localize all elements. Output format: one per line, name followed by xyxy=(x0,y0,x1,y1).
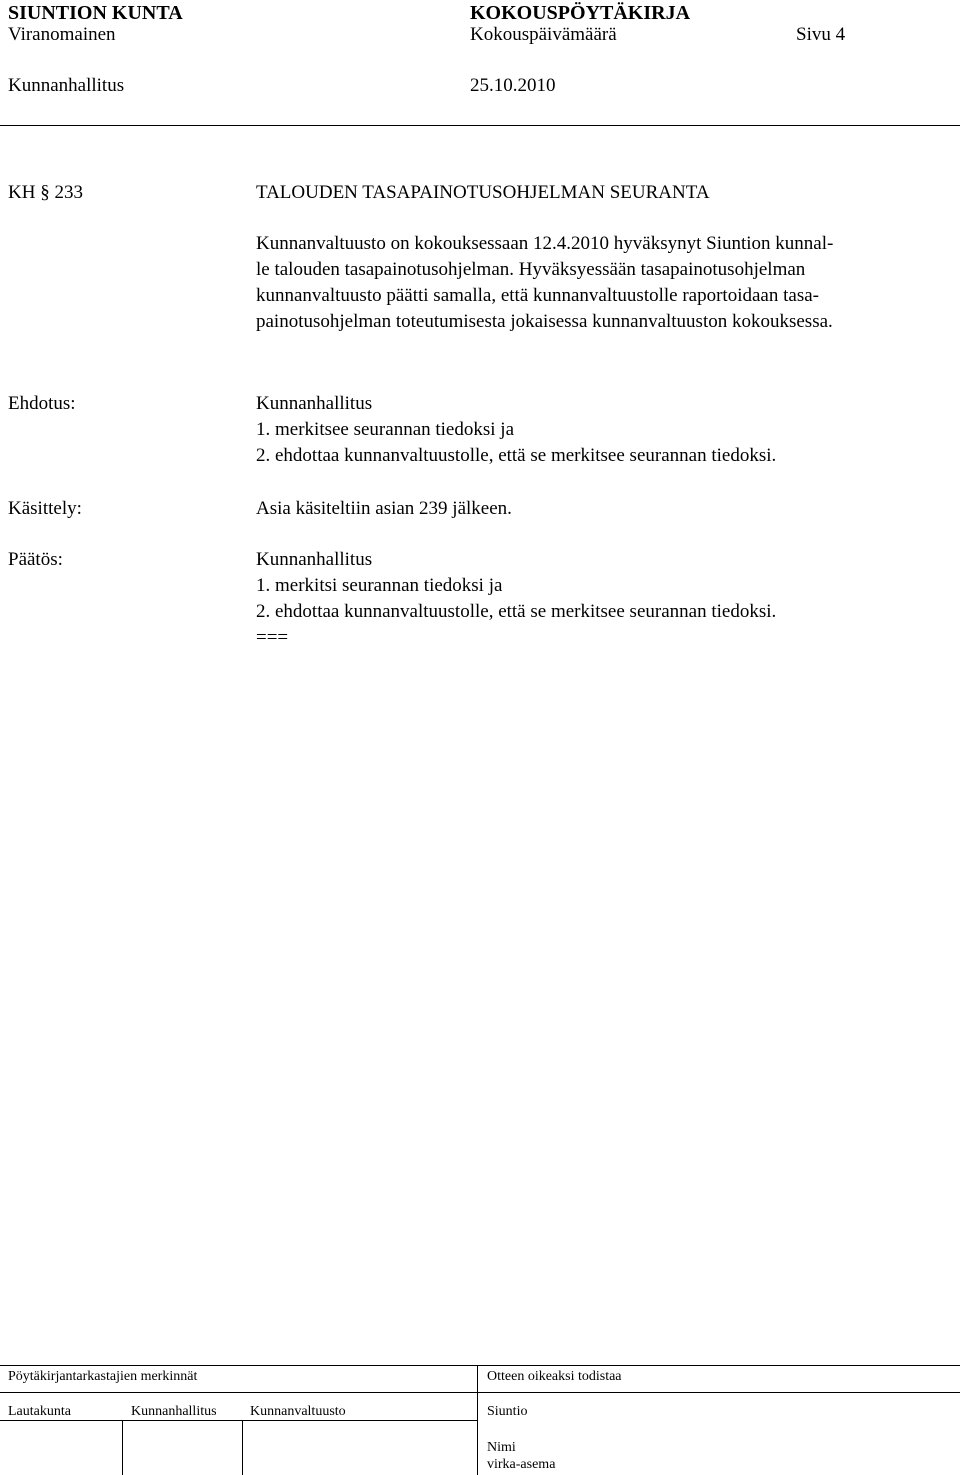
footer-top-rule xyxy=(0,1365,960,1366)
header-divider xyxy=(0,125,960,126)
handling-text: Asia käsiteltiin asian 239 jälkeen. xyxy=(256,498,512,519)
position-label: virka-asema xyxy=(487,1457,556,1472)
decision-label: Päätös: xyxy=(8,549,63,570)
authority-name: Kunnanhallitus xyxy=(8,75,125,96)
document-type: KOKOUSPÖYTÄKIRJA xyxy=(470,2,691,24)
paragraph-line: le talouden tasapainotusohjelman. Hyväksyessään tasapainotusohjelman xyxy=(256,259,806,280)
decision-item: 1. merkitsi seurannan tiedoksi ja xyxy=(256,575,503,596)
meeting-date: 25.10.2010 xyxy=(470,75,556,96)
board-column-label: Lautakunta xyxy=(8,1404,71,1419)
checkers-label: Pöytäkirjantarkastajien merkinnät xyxy=(8,1369,198,1384)
paragraph-line: Kunnanvaltuusto on kokouksessaan 12.4.2010 hyväksynyt Siuntion kunnal- xyxy=(256,233,834,254)
footer-col2-divider xyxy=(242,1420,243,1475)
page-number: Sivu 4 xyxy=(796,24,846,45)
item-number: KH § 233 xyxy=(8,182,83,203)
item-title: TALOUDEN TASAPAINOTUSOHJELMAN SEURANTA xyxy=(256,182,710,203)
end-mark: === xyxy=(256,627,289,648)
decision-section xyxy=(256,547,776,651)
paragraph-line: kunnanvaltuusto päätti samalla, että kunnanvaltuustolle raportoidaan tasa- xyxy=(256,285,819,306)
paragraph-line: painotusohjelman toteutumisesta jokaisessa kunnanvaltuuston kokouksessa. xyxy=(256,311,833,332)
footer-center-divider xyxy=(477,1365,478,1475)
proposal-section xyxy=(256,391,776,469)
authority-label: Viranomainen xyxy=(8,24,116,45)
proposal-item: 2. ehdottaa kunnanvaltuustolle, että se merkitsee seurannan tiedoksi. xyxy=(256,445,777,466)
council-board-column-label: Kunnanhallitus xyxy=(131,1404,217,1419)
council-column-label: Kunnanvaltuusto xyxy=(250,1404,346,1419)
footer-row-rule xyxy=(0,1392,960,1393)
footer-col1-divider xyxy=(122,1420,123,1475)
item-paragraph xyxy=(256,231,833,335)
certified-copy-label: Otteen oikeaksi todistaa xyxy=(487,1369,622,1384)
footer-left-rule xyxy=(0,1420,477,1421)
handling-label: Käsittely: xyxy=(8,498,82,519)
proposal-by: Kunnanhallitus xyxy=(256,393,373,414)
decision-by: Kunnanhallitus xyxy=(256,549,373,570)
proposal-item: 1. merkitsee seurannan tiedoksi ja xyxy=(256,419,515,440)
place-label: Siuntio xyxy=(487,1404,528,1419)
name-label: Nimi xyxy=(487,1440,516,1455)
organization-name: SIUNTION KUNTA xyxy=(8,2,183,24)
proposal-label: Ehdotus: xyxy=(8,393,76,414)
date-label: Kokouspäivämäärä xyxy=(470,24,617,45)
decision-item: 2. ehdottaa kunnanvaltuustolle, että se merkitsee seurannan tiedoksi. xyxy=(256,601,777,622)
